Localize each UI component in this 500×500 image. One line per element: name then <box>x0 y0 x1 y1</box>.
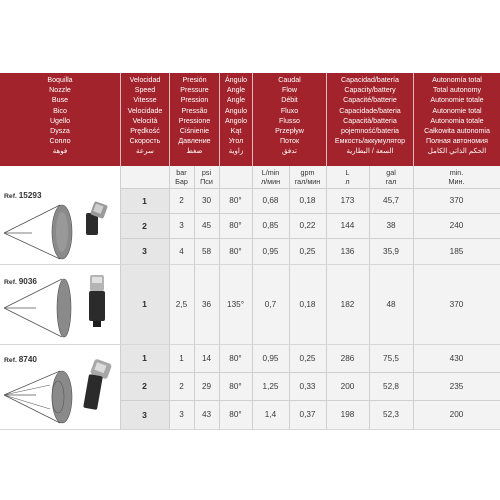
header-label: Ángulo <box>224 76 248 84</box>
cell-bar: 3 <box>179 410 184 419</box>
cell-angle: 80° <box>229 221 242 230</box>
nozzle-image <box>82 199 112 239</box>
ref-label: Ref. 8740 <box>4 355 37 364</box>
header-label: Caudal <box>278 76 301 84</box>
cell-gpm: 0,37 <box>299 410 316 419</box>
header-col-nozzle <box>0 73 120 166</box>
header-col-capacity <box>326 73 413 166</box>
cell-gal: 35,9 <box>383 246 399 256</box>
cell-angle: 80° <box>229 246 242 256</box>
unit-min: min. Мин. <box>448 168 465 186</box>
header-label: Емкость/аккумулятор <box>334 137 406 146</box>
cell-speed: 2 <box>142 220 147 231</box>
cell-speed: 2 <box>142 381 147 391</box>
cell-min: 185 <box>449 246 464 256</box>
header-label: pojemność/bateria <box>341 127 399 136</box>
cell-min: 430 <box>449 353 464 363</box>
header-label: فوهة <box>52 147 68 156</box>
header-label: Ugello <box>49 116 71 125</box>
cell-psi: 58 <box>201 246 212 256</box>
header-label: Total autonomy <box>432 86 482 95</box>
unit-l: L л <box>345 168 350 186</box>
header-label: Pressione <box>178 116 211 125</box>
cell-angle: 80° <box>229 196 242 205</box>
cell-bar: 2 <box>179 196 184 205</box>
grid-hline <box>0 429 500 430</box>
header-label: سرعة <box>136 147 154 156</box>
header-label: Полная автономия <box>426 137 488 146</box>
header-label: Autonomie total <box>432 106 482 115</box>
cell-lmin: 0,7 <box>264 299 277 309</box>
cell-psi: 36 <box>201 299 212 309</box>
header-label: Поток <box>279 137 300 146</box>
header-col-flow <box>252 73 326 166</box>
cell-psi: 45 <box>201 221 212 230</box>
header-label: Boquilla <box>47 76 73 84</box>
cell-gpm: 0,18 <box>299 299 316 309</box>
header-label: Ciśnienie <box>179 127 210 136</box>
cell-bar: 2 <box>179 381 184 391</box>
cell-gal: 45,7 <box>383 196 399 205</box>
header-col-angle <box>219 73 252 166</box>
cell-l: 200 <box>340 381 355 391</box>
cell-lmin: 0,95 <box>262 353 279 363</box>
cell-speed: 3 <box>142 246 147 256</box>
ref-cell-9036 <box>0 265 120 344</box>
header-label: Velocità <box>132 116 158 125</box>
header-label: Dysza <box>50 127 70 136</box>
cell-angle: 135° <box>227 299 244 309</box>
spray-cone-pattern <box>0 189 80 264</box>
cell-speed: 3 <box>142 409 147 420</box>
cell-min: 240 <box>449 221 464 230</box>
cell-psi: 43 <box>201 410 212 419</box>
ref-cell-15293 <box>0 189 120 264</box>
header-col-speed <box>120 73 169 166</box>
header-label: زاوية <box>228 147 244 156</box>
cell-lmin: 0,95 <box>262 246 279 256</box>
header-label: Autonomia totale <box>430 116 484 125</box>
header-label: السعة / البطارية <box>346 147 394 156</box>
spray-multi-cone-pattern <box>0 345 80 429</box>
cell-psi: 30 <box>201 196 212 205</box>
header-label: Velocidad <box>129 76 161 84</box>
header-label: ضغط <box>186 147 203 156</box>
header-label: Скорость <box>129 137 161 146</box>
cell-speed: 1 <box>142 299 147 309</box>
cell-l: 182 <box>340 299 355 309</box>
ref-label: Ref. 15293 <box>4 191 42 200</box>
cell-min: 235 <box>449 381 464 391</box>
header-label: Velocidade <box>127 106 163 115</box>
cell-gpm: 0,25 <box>299 353 316 363</box>
cell-lmin: 1,25 <box>262 381 279 391</box>
cell-gpm: 0,25 <box>299 246 316 256</box>
header-label: Presión <box>182 76 207 84</box>
cell-gal: 48 <box>386 299 396 309</box>
ref-cell-8740 <box>0 345 120 429</box>
header-label: Całkowita autonomia <box>424 127 490 136</box>
ref-label: Ref. 9036 <box>4 277 37 286</box>
header-label: Angulo <box>224 106 248 115</box>
header-label: Flow <box>282 86 297 95</box>
header-label: Kąt <box>230 127 242 136</box>
unit-lmin: L/min л/мин <box>260 168 281 186</box>
cell-speed: 1 <box>142 195 147 206</box>
cell-lmin: 1,4 <box>264 410 277 419</box>
header-label: Pressão <box>181 106 208 115</box>
unit-gpm: gpm гал/мин <box>294 168 321 186</box>
cell-angle: 80° <box>229 381 242 391</box>
header-label: Capacidade/bateria <box>339 106 401 115</box>
cell-speed: 1 <box>142 353 147 363</box>
header-label: Capacité/batterie <box>343 96 397 105</box>
cell-l: 198 <box>340 410 355 419</box>
header-label: Pressure <box>180 86 209 95</box>
header-label: Angle <box>226 86 246 95</box>
cell-psi: 29 <box>201 381 212 391</box>
unit-psi: psi Пси <box>200 168 213 186</box>
cell-gpm: 0,22 <box>299 221 316 230</box>
cell-l: 286 <box>340 353 355 363</box>
header-label: الحكم الذاتي الكامل <box>427 147 487 156</box>
header-label: Fluxo <box>280 106 299 115</box>
header-label: Pression <box>180 96 209 105</box>
header-label: Давление <box>178 137 211 146</box>
cell-min: 370 <box>449 299 464 309</box>
cell-gpm: 0,33 <box>299 381 316 391</box>
cell-min: 200 <box>449 410 464 419</box>
header-label: Buse <box>51 96 69 105</box>
nozzle-image <box>80 359 114 419</box>
header-label: Speed <box>134 86 156 95</box>
header-label: Prędkość <box>130 127 160 136</box>
cell-min: 370 <box>449 196 464 205</box>
cell-psi: 14 <box>201 353 212 363</box>
cell-bar: 1 <box>179 353 184 363</box>
header-label: Angle <box>226 96 246 105</box>
header-label: Autonomía total <box>432 76 482 84</box>
cell-lmin: 0,68 <box>262 196 279 205</box>
header-label: Przepływ <box>275 127 304 136</box>
cell-gal: 75,5 <box>383 353 399 363</box>
spray-cone-pattern <box>0 265 80 344</box>
header-label: Débit <box>281 96 298 105</box>
header-label: تدفق <box>281 147 297 156</box>
header-col-autonomy <box>413 73 500 166</box>
cell-l: 144 <box>340 221 355 230</box>
header-label: Угол <box>228 137 244 146</box>
cell-gal: 52,8 <box>383 381 399 391</box>
header-label: Capacidad/batería <box>341 76 399 84</box>
header-label: Nozzle <box>49 86 71 95</box>
header-label: Сопло <box>49 137 71 146</box>
cell-gpm: 0,18 <box>299 196 316 205</box>
unit-bar: bar Бар <box>175 168 188 186</box>
cell-bar: 3 <box>179 221 184 230</box>
cell-l: 173 <box>340 196 355 205</box>
cell-angle: 80° <box>229 410 242 419</box>
header-label: Angolo <box>224 116 248 125</box>
header-label: Capacità/batteria <box>343 116 397 125</box>
nozzle-image <box>84 273 114 333</box>
table-header <box>0 73 500 166</box>
cell-l: 136 <box>340 246 355 256</box>
header-label: Autonomie totale <box>430 96 484 105</box>
header-label: Vitesse <box>133 96 157 105</box>
unit-gal: gal гал <box>385 168 397 186</box>
cell-bar: 4 <box>179 246 184 256</box>
cell-angle: 80° <box>229 353 242 363</box>
cell-lmin: 0,85 <box>262 221 279 230</box>
header-col-pressure <box>169 73 219 166</box>
header-label: Capacity/battery <box>344 86 396 95</box>
header-label: Bico <box>53 106 67 115</box>
header-label: Flusso <box>279 116 300 125</box>
cell-gal: 38 <box>386 221 396 230</box>
cell-gal: 52,3 <box>383 410 399 419</box>
cell-bar: 2,5 <box>175 299 188 309</box>
